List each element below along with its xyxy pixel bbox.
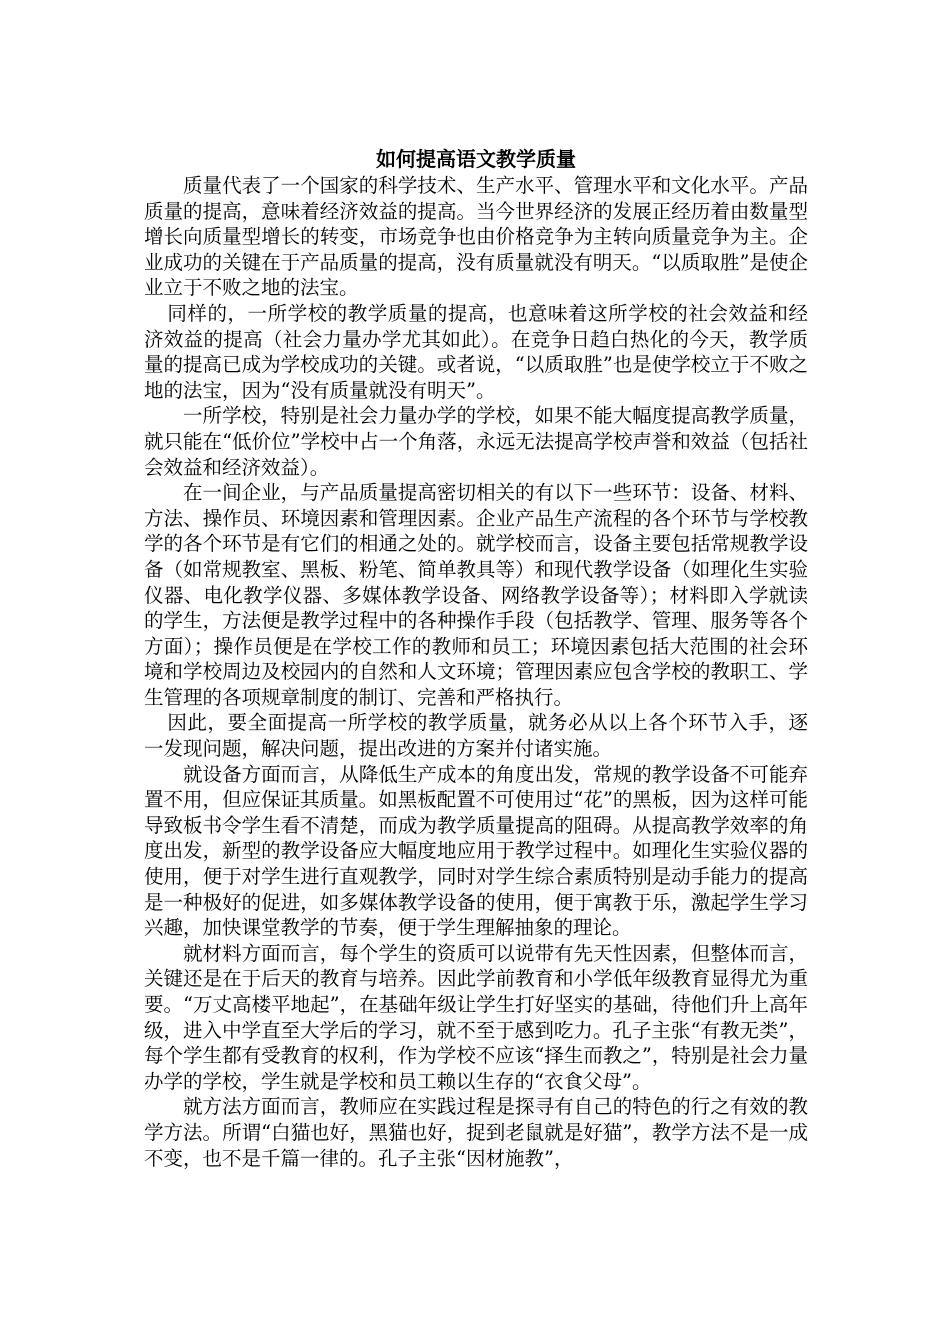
document-body — [144, 146, 808, 1171]
paragraph-quality-definition: 质量代表了一个国家的科学技术、生产水平、管理水平和文化水平。产品质量的提高，意味着经济效益的提高。当今世界经济的发展正经历着由数量型增长向质量型增长的转变，市场竞争也由价格竞争为主转向质量竞争为主。企业成功的关键在于产品质量的提高，没有质量就没有明天。“以质取胜”是使企业立于不败之地的法宝。 — [144, 174, 808, 300]
paragraph-methods: 就方法方面而言，教师应在实践过程是探寻有自己的特色的行之有效的教学方法。所谓“白猫也好，黑猫也好，捉到老鼠就是好猫”，教学方法不是一成不变，也不是千篇一律的。孔子主张“因材施教”， — [144, 1095, 808, 1170]
paragraph-school-reputation: 一所学校，特别是社会力量办学的学校，如果不能大幅度提高教学质量，就只能在“低价位”学校中占一个角落，永远无法提高学校声誉和效益（包括社会效益和经济效益）。 — [144, 404, 808, 479]
paragraph-improvement-approach: 因此，要全面提高一所学校的教学质量，就务必从以上各个环节入手，逐一发现问题，解决问题，提出改进的方案并付诸实施。 — [144, 711, 808, 761]
paragraph-materials: 就材料方面而言，每个学生的资质可以说带有先天性因素，但整体而言，关键还是在于后天的教育与培养。因此学前教育和小学低年级教育显得尤为重要。“万丈高楼平地起”，在基础年级让学生打好坚实的基础，待他们升上高年级，进入中学直至大学后的学习，就不至于感到吃力。孔子主张“有教无类”，每个学生都有受教育的权利，作为学校不应该“择生而教之”，特别是社会力量办学的学校，学生就是学校和员工赖以生存的“衣食父母”。 — [144, 941, 808, 1093]
paragraph-school-quality: 同样的，一所学校的教学质量的提高，也意味着这所学校的社会效益和经济效益的提高（社会力量办学尤其如此）。在竞争日趋白热化的今天，教学质量的提高已成为学校成功的关键。或者说，“以质取胜”也是使学校立于不败之地的法宝，因为“没有质量就没有明天”。 — [144, 301, 808, 402]
paragraph-enterprise-factors: 在一间企业，与产品质量提高密切相关的有以下一些环节：设备、材料、方法、操作员、环境因素和管理因素。企业产品生产流程的各个环节与学校教学的各个环节是有它们的相通之处的。就学校而言，设备主要包括常规教学设备（如常规教室、黑板、粉笔、简单教具等）和现代教学设备（如理化生实验仪器、电化教学仪器、多媒体教学设备、网络教学设备等）；材料即入学就读的学生，方法便是教学过程中的各种操作手段（包括教学、管理、服务等各个方面）；操作员便是在学校工作的教师和员工；环境因素包括大范围的社会环境和学校周边及校园内的自然和人文环境；管理因素应包含学校的教职工、学生管理的各项规章制度的制订、完善和严格执行。 — [144, 481, 808, 709]
document-title: 如何提高语文教学质量 — [376, 147, 576, 171]
paragraph-equipment: 就设备方面而言，从降低生产成本的角度出发，常规的教学设备不可能弃置不用，但应保证其质量。如黑板配置不可使用过“花”的黑板，因为这样可能导致板书令学生看不清楚，而成为教学质量提高的阻碍。从提高教学效率的角度出发，新型的教学设备应大幅度地应用于教学过程中。如理化生实验仪器的使用，便于对学生进行直观教学，同时对学生综合素质特别是动手能力的提高是一种极好的促进，如多媒体教学设备的使用，便于寓教于乐，激起学生学习兴趣，加快课堂教学的节奏，便于学生理解抽象的理论。 — [144, 762, 808, 940]
